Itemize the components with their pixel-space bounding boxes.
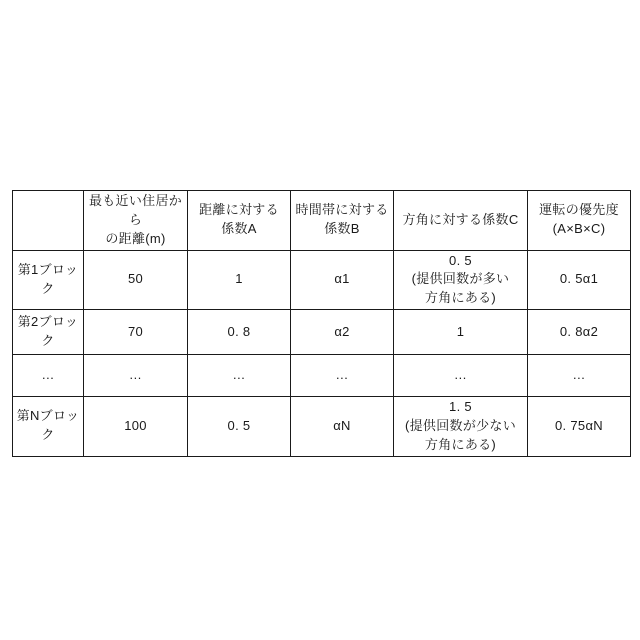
corner-cell xyxy=(13,191,84,251)
column-header-coefficient-b: 時間帯に対する 係数B xyxy=(291,191,394,251)
table-cell: 0. 5 xyxy=(188,397,291,457)
row-header: 第2ブロック xyxy=(13,310,84,355)
row-header: … xyxy=(13,355,84,397)
table-cell: … xyxy=(528,355,631,397)
table-cell: 1 xyxy=(394,310,528,355)
column-header-coefficient-c: 方角に対する係数C xyxy=(394,191,528,251)
priority-table xyxy=(12,190,631,457)
table-cell: 0. 8 xyxy=(188,310,291,355)
column-header-coefficient-a: 距離に対する 係数A xyxy=(188,191,291,251)
table-cell: … xyxy=(394,355,528,397)
column-header-distance: 最も近い住居から の距離(m) xyxy=(84,191,188,251)
table-cell: … xyxy=(84,355,188,397)
table-cell: … xyxy=(291,355,394,397)
row-header: 第1ブロック xyxy=(13,250,84,310)
table-cell: 70 xyxy=(84,310,188,355)
table-cell: 0. 8α2 xyxy=(528,310,631,355)
table-row-ellipsis xyxy=(13,355,631,397)
column-header-priority: 運転の優先度 (A×B×C) xyxy=(528,191,631,251)
table-cell: αN xyxy=(291,397,394,457)
table-row xyxy=(13,310,631,355)
table-row xyxy=(13,397,631,457)
table-header-row xyxy=(13,191,631,251)
table-row xyxy=(13,250,631,310)
table-cell: … xyxy=(188,355,291,397)
table-cell: α2 xyxy=(291,310,394,355)
table-cell: 100 xyxy=(84,397,188,457)
table-cell: 1. 5 (提供回数が少ない 方角にある) xyxy=(394,397,528,457)
table-cell: 0. 75αN xyxy=(528,397,631,457)
table-cell: 0. 5α1 xyxy=(528,250,631,310)
table-cell: 0. 5 (提供回数が多い 方角にある) xyxy=(394,250,528,310)
table-cell: 1 xyxy=(188,250,291,310)
table-cell: α1 xyxy=(291,250,394,310)
table-cell: 50 xyxy=(84,250,188,310)
row-header: 第Nブロック xyxy=(13,397,84,457)
table-container xyxy=(12,190,631,457)
